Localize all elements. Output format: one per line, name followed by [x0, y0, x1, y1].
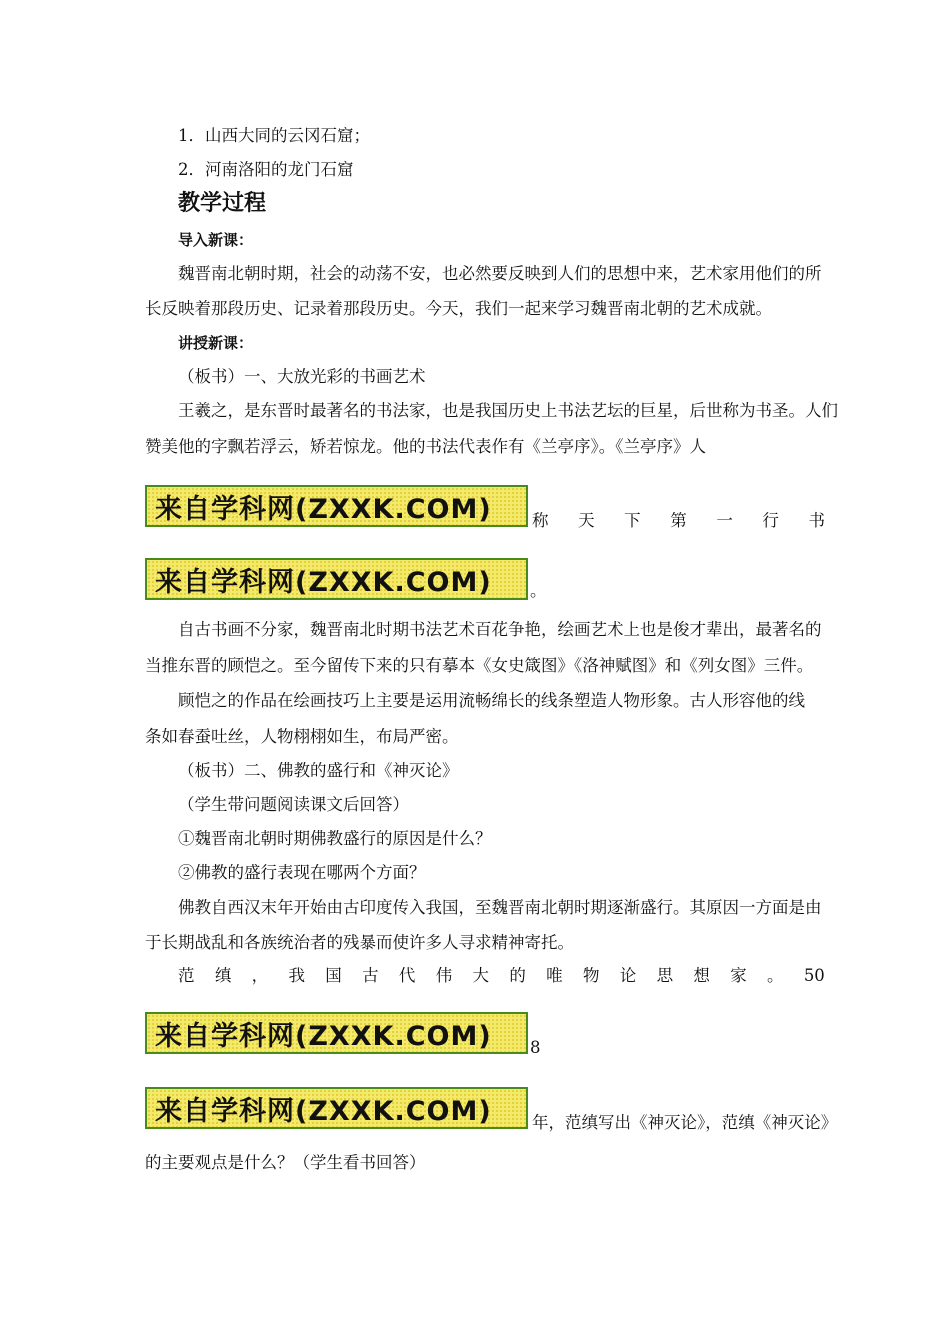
board-note-1: （板书）一、大放光彩的书画艺术 [178, 367, 426, 386]
word: 家 [730, 966, 747, 985]
word: 伟 [435, 966, 453, 985]
watermark-banner-4 [145, 1087, 528, 1129]
word: 思 [656, 966, 674, 985]
word: 行 [762, 511, 779, 530]
banner-line-3-text: 8 [530, 1038, 541, 1057]
watermark-text: 来自学科网(ZXXK.COM) [155, 493, 492, 525]
word: 50 [803, 966, 825, 985]
final-line: 的主要观点是什么？（学生看书回答） [145, 1153, 426, 1172]
word: 物 [582, 966, 600, 985]
watermark-text: 来自学科网(ZXXK.COM) [155, 1095, 492, 1127]
word: 代 [398, 966, 416, 985]
word: 第 [670, 511, 687, 530]
word: 想 [693, 966, 710, 985]
word: 大 [472, 966, 489, 985]
watermark-banner-1 [145, 485, 528, 527]
board-note-2: （板书）二、佛教的盛行和《神灭论》 [178, 761, 459, 780]
word: 论 [619, 966, 637, 985]
word: 称 [532, 511, 549, 530]
word: 天 [578, 511, 595, 530]
banner-line-1-text [532, 510, 825, 532]
fanzhen-line [178, 965, 825, 987]
intro-title: 导入新课： [178, 231, 254, 249]
watermark-banner-2 [145, 558, 528, 600]
banner-line-2-text: 。 [530, 581, 547, 600]
word: 唯 [546, 966, 563, 985]
buddhism-line-1: 佛教自西汉末年开始由古印度传入我国，至魏晋南北朝时期逐渐盛行。其原因一方面是由 [178, 898, 822, 917]
word: 一 [716, 511, 733, 530]
wang-line-2: 赞美他的字飘若浮云，矫若惊龙。他的书法代表作有《兰亭序》。《兰亭序》人 [145, 437, 706, 456]
question-2: ②佛教的盛行表现在哪两个方面？ [178, 863, 426, 882]
word: ， [251, 966, 269, 985]
watermark-text: 来自学科网(ZXXK.COM) [155, 1020, 492, 1052]
buddhism-line-2: 于长期战乱和各族统治者的残暴而使许多人寻求精神寄托。 [145, 933, 574, 952]
word: 古 [362, 966, 379, 985]
word: 我 [288, 966, 305, 985]
word: 范 [178, 966, 195, 985]
list-item-longmen: 2．河南洛阳的龙门石窟 [178, 160, 354, 179]
word: 国 [325, 966, 342, 985]
lecture-title: 讲授新课： [178, 334, 254, 352]
wang-line-1: 王羲之，是东晋时最著名的书法家，也是我国历史上书法艺坛的巨星，后世称为书圣。人们 [178, 401, 838, 420]
word: 缜 [214, 966, 232, 985]
intro-line-2: 长反映着那段历史、记录着那段历史。今天，我们一起来学习魏晋南北朝的艺术成就。 [145, 299, 772, 318]
watermark-text: 来自学科网(ZXXK.COM) [155, 566, 492, 598]
gu-line-1: 自古书画不分家，魏晋南北时期书法艺术百花争艳，绘画艺术上也是俊才辈出，最著名的 [178, 620, 822, 639]
question-1: ①魏晋南北朝时期佛教盛行的原因是什么？ [178, 829, 492, 848]
gu-line-4: 条如春蚕吐丝，人物栩栩如生，布局严密。 [145, 727, 459, 746]
section-heading: 教学过程 [178, 191, 267, 216]
banner-line-4-text: 年，范缜写出《神灭论》，范缜《神灭论》 [532, 1113, 838, 1132]
student-note: （学生带问题阅读课文后回答） [178, 795, 409, 814]
list-item-yungang: 1．山西大同的云冈石窟； [178, 126, 370, 145]
gu-line-2: 当推东晋的顾恺之。至今留传下来的只有摹本《女史箴图》《洛神赋图》和《列女图》三件。 [145, 656, 814, 675]
word: 书 [808, 511, 825, 530]
word: 下 [624, 511, 641, 530]
word: 。 [767, 966, 784, 985]
watermark-banner-3 [145, 1012, 528, 1054]
word: 的 [509, 966, 526, 985]
intro-line-1: 魏晋南北朝时期，社会的动荡不安，也必然要反映到人们的思想中来，艺术家用他们的所 [178, 264, 822, 283]
gu-line-3: 顾恺之的作品在绘画技巧上主要是运用流畅绵长的线条塑造人物形象。古人形容他的线 [178, 691, 805, 710]
